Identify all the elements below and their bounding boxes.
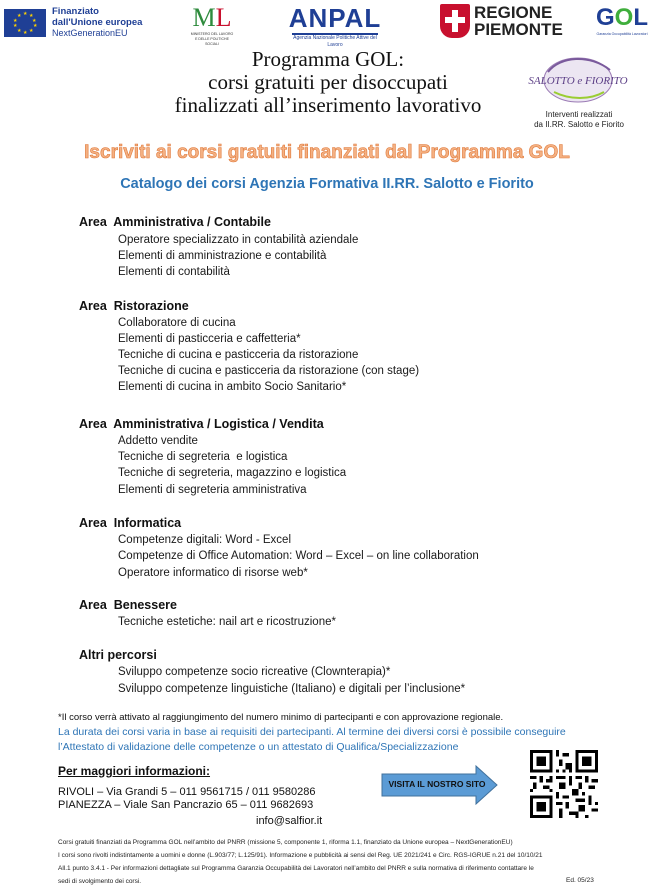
contact-rivoli: RIVOLI – Via Grandi 5 – 011 9561715 / 011 9580286 [58, 786, 316, 798]
salotto-caption [526, 110, 632, 130]
svg-text:SALOTTO e FIORITO: SALOTTO e FIORITO [528, 75, 628, 87]
area-heading: Altri percorsi [79, 648, 157, 662]
salotto-caption-line1: Interventi realizzati [545, 110, 613, 119]
page-title [148, 48, 508, 117]
area-heading: Area Amministrativa / Logistica / Vendita [79, 417, 324, 431]
ministry-logo [190, 4, 234, 46]
anpal-name: ANPAL [288, 3, 382, 33]
regione-piemonte-logo [440, 4, 563, 38]
footer-line4: sedi di svolgimento dei corsi. [58, 878, 142, 885]
course-item: Competenze digitali: Word - Excel [118, 534, 291, 546]
course-item: Sviluppo competenze linguistiche (Italiano) e digitali per l’inclusione* [118, 683, 466, 695]
salotto-fiorito-logo [528, 52, 628, 106]
eu-text-line2: dall'Unione europea [52, 17, 143, 28]
title-line1: Programma GOL: [251, 47, 405, 71]
contact-pianezza: PIANEZZA – Viale San Pancrazio 65 – 011 9682693 [58, 799, 314, 811]
gol-logo [594, 4, 650, 37]
duration-note-line2: l’Attestato di validazione delle competenze o un attestato di Qualifica/Specializzazione [58, 741, 459, 753]
course-item: Tecniche di cucina e pasticceria da ristorazione [118, 349, 359, 361]
area-heading: Area Benessere [79, 598, 177, 612]
promo-headline: Iscriviti ai corsi gratuiti finanziati dal Programma GOL [84, 142, 570, 163]
ministry-mark: ML [192, 3, 232, 32]
qr-code-icon[interactable] [530, 750, 598, 818]
gol-caption: Garanzia Occupabilità Lavoratori [596, 32, 648, 36]
eu-text-line1: Finanziato [52, 6, 99, 17]
title-line3: finalizzati all’inserimento lavorativo [174, 93, 482, 117]
eu-funding-logo [4, 6, 142, 39]
course-item: Collaboratore di cucina [118, 317, 236, 329]
course-item: Operatore specializzato in contabilità aziendale [118, 234, 359, 246]
course-item: Tecniche di segreteria e logistica [118, 451, 288, 463]
regione-line1: REGIONE [474, 3, 553, 22]
course-item: Tecniche di segreteria, magazzino e logistica [118, 467, 347, 479]
duration-note-line1: La durata dei corsi varia in base ai requisiti dei partecipanti. Al termine dei diversi corsi è possibile conseguire [58, 726, 566, 738]
contact-email[interactable]: info@salfior.it [256, 815, 323, 827]
info-heading: Per maggiori informazioni: [58, 764, 211, 778]
gol-mark: GOL [595, 4, 648, 31]
regione-line2: PIEMONTE [474, 20, 563, 39]
salotto-caption-line2: da II.RR. Salotto e Fiorito [534, 120, 624, 129]
footer-line3: All.1 punto 3.4.1 - Per informazioni dettagliate sul Programma Garanzia Occupabilità dei Lavoratori nell’ambito del PNRR e sulla normativa di riferimento contattare le [58, 865, 534, 872]
course-item: Operatore informatico di risorse web* [118, 567, 308, 579]
course-item: Elementi di segreteria amministrativa [118, 484, 307, 496]
course-item: Tecniche di cucina e pasticceria da ristorazione (con stage) [118, 365, 420, 377]
course-item: Tecniche estetiche: nail art e ricostruzione* [118, 616, 336, 628]
footer-line1: Corsi gratuiti finanziati da Programma GOL nell’ambito del PNRR (missione 5, componente 1, riforma 1.1, finanziato da Unione europea – NextGenerationEU) [58, 839, 513, 846]
course-item: Addetto vendite [118, 435, 198, 447]
course-item: Sviluppo competenze socio ricreative (Clownterapia)* [118, 666, 391, 678]
catalog-title: Catalogo dei corsi Agenzia Formativa II.RR. Salotto e Fiorito [120, 176, 534, 192]
asterisk-note: *Il corso verrà attivato al raggiungimento del numero minimo di partecipanti e con approvazione regionale. [58, 712, 504, 723]
logo-bar [0, 0, 654, 52]
piemonte-shield-icon [440, 4, 470, 38]
title-line2: corsi gratuiti per disoccupati [208, 70, 448, 94]
course-item: Elementi di contabilità [118, 266, 230, 278]
anpal-caption: Agenzia Nazionale Politiche Attive del Lavoro [293, 35, 377, 48]
area-heading: Area Ristorazione [79, 299, 189, 313]
visit-site-button[interactable] [382, 766, 498, 804]
footer-line2: I corsi sono rivolti indistintamente a uomini e donne (L.903/77; L.125/91). Informazione e pubblicità ai sensi del Reg. UE 2021/241 e Circ. RGS-IGRUE n.21 del 10/10/21 [58, 852, 543, 859]
ministry-caption: MINISTERO DEL LAVORO E DELLE POLITICHE SOCIALI [190, 32, 234, 46]
anpal-logo [286, 4, 384, 46]
visit-site-label: VISITA IL NOSTRO SITO [388, 779, 486, 789]
course-item: Elementi di cucina in ambito Socio Sanitario* [118, 381, 347, 393]
course-item: Competenze di Office Automation: Word – Excel – on line collaboration [118, 550, 479, 562]
area-heading: Area Amministrativa / Contabile [79, 215, 271, 229]
course-item: Elementi di pasticceria e caffetteria* [118, 333, 301, 345]
eu-flag-icon: ★ ★ ★ ★ ★ ★ ★ ★ ★ ★ [4, 9, 46, 37]
eu-text-line3: NextGenerationEU [52, 28, 128, 38]
course-item: Elementi di amministrazione e contabilità [118, 250, 327, 262]
area-heading: Area Informatica [79, 516, 182, 530]
edition-label: Ed. 05/23 [566, 877, 594, 884]
